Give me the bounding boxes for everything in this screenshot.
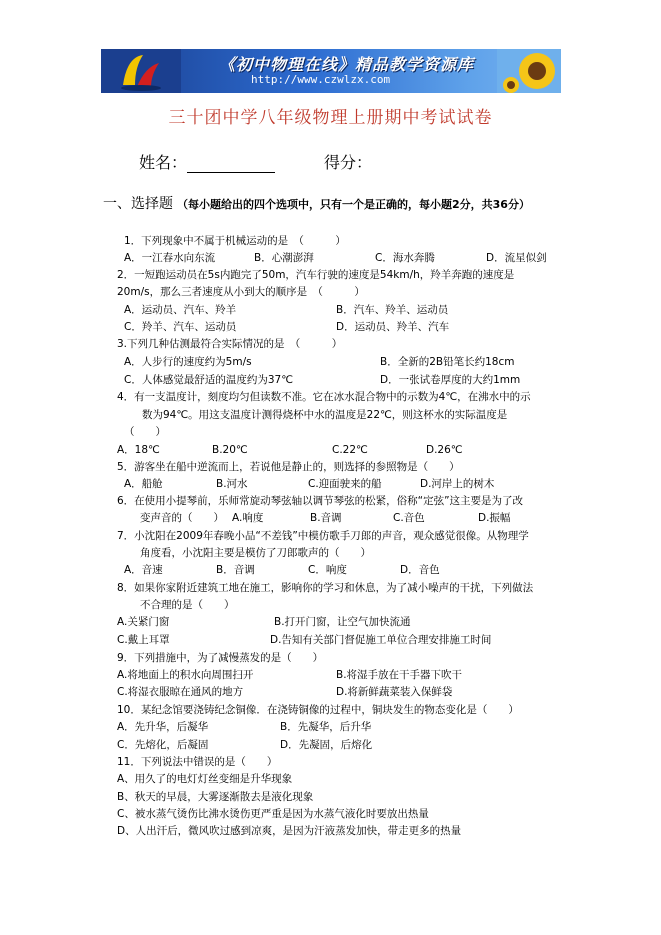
question-stem: 8．如果你家附近建筑工地在施工，影响你的学习和休息，为了减小噪声的干扰，下列做法: [117, 582, 534, 594]
option-d: D．音色: [400, 564, 440, 576]
option-d: D．一张试卷厚度的大约1mm: [380, 374, 521, 386]
option-c: C．羚羊、汽车、运动员: [124, 321, 237, 333]
option-d: D．流星似剑: [486, 252, 547, 264]
option-c: C．人体感觉最舒适的温度约为37℃: [124, 374, 293, 386]
option-b: B、秋天的早晨，大雾逐渐散去是液化现象: [117, 791, 314, 803]
header-banner: [101, 49, 561, 93]
option-d: D.河岸上的树木: [420, 478, 495, 490]
question-stem: 10．某纪念馆要浇铸纪念铜像．在浇铸铜像的过程中，铜块发生的物态变化是（ ）: [117, 704, 519, 716]
question-stem: 9．下列措施中，为了减慢蒸发的是（ ）: [117, 652, 324, 664]
option-a: A.将地面上的积水向周围扫开: [117, 669, 254, 681]
name-label: 姓名：: [139, 153, 188, 172]
banner-title: 《初中物理在线》精品教学资源库: [219, 55, 475, 74]
page-title: 三十团中学八年级物理上册期中考试试卷: [168, 108, 493, 128]
option-c: C、被水蒸气烫伤比沸水烫伤更严重是因为水蒸气液化时要放出热量: [117, 808, 429, 820]
option-a: A．人步行的速度约为5m/s: [124, 356, 252, 368]
logo-icon: [101, 49, 181, 93]
option-c: C．海水奔腾: [375, 252, 435, 264]
question-stem: 变声音的（ ）: [140, 512, 224, 524]
score-label: 得分：: [324, 153, 373, 172]
question-stem: 数为94℃。用这支温度计测得烧杯中水的温度是22℃，则这杯水的实际温度是: [142, 409, 508, 421]
option-a: A．18℃: [117, 444, 160, 456]
option-b: B．先凝华，后升华: [280, 721, 372, 733]
name-blank: [187, 156, 275, 173]
sunflower-icon: [497, 49, 561, 93]
option-b: B．汽车、羚羊、运动员: [336, 304, 449, 316]
option-b: B.打开门窗，让空气加快流通: [274, 616, 411, 628]
section-note: （每小题给出的四个选项中，只有一个是正确的，每小题2分，共36分）: [177, 198, 530, 211]
option-c: C.音色: [393, 512, 425, 524]
option-b: B.河水: [216, 478, 248, 490]
option-c: C．响度: [308, 564, 347, 576]
option-c: C.迎面驶来的船: [308, 478, 382, 490]
option-b: B．心潮澎湃: [254, 252, 314, 264]
option-a: A．运动员、汽车、羚羊: [124, 304, 237, 316]
banner-url: http://www.czwlzx.com: [251, 73, 391, 86]
option-b: B.20℃: [212, 444, 248, 456]
name-field: [139, 150, 275, 173]
question-stem: 4．有一支温度计，刻度均匀但读数不准。它在冰水混合物中的示数为4℃，在沸水中的示: [117, 391, 531, 403]
option-a: A.响度: [232, 512, 264, 524]
option-d: D.告知有关部门督促施工单位合理安排施工时间: [270, 634, 492, 646]
option-b: B.音调: [310, 512, 342, 524]
option-c: C.22℃: [332, 444, 368, 456]
question-stem: 2．一短跑运动员在5s内跑完了50m，汽车行驶的速度是54km/h，羚羊奔跑的速度是: [117, 269, 515, 281]
option-d: D.26℃: [426, 444, 463, 456]
question-stem: 1．下列现象中不属于机械运动的是 （ ）: [124, 235, 346, 247]
question-stem: 6．在使用小提琴前，乐师常旋动琴弦轴以调节琴弦的松紧，俗称“定弦”这主要是为了改: [117, 495, 524, 507]
option-a: A．先升华，后凝华: [117, 721, 209, 733]
question-stem: 11．下列说法中错误的是（ ）: [117, 756, 278, 768]
score-field: [324, 150, 372, 173]
option-d: D．运动员、羚羊、汽车: [336, 321, 450, 333]
option-c: C．先熔化，后凝固: [117, 739, 209, 751]
question-stem: 5．游客坐在船中逆流而上，若说他是静止的，则选择的参照物是（ ）: [117, 461, 460, 473]
option-d: D.将新鲜蔬菜装入保鲜袋: [336, 686, 453, 698]
option-a: A．一江春水向东流: [124, 252, 216, 264]
section-heading: [103, 193, 530, 213]
option-d: D、人出汗后，微风吹过感到凉爽，是因为汗液蒸发加快，带走更多的热量: [117, 825, 462, 837]
option-b: B．全新的2B铅笔长约18cm: [380, 356, 515, 368]
option-d: D.振幅: [478, 512, 511, 524]
option-b: B．音调: [216, 564, 255, 576]
option-b: B.将湿手放在干手器下吹干: [336, 669, 463, 681]
question-stem: （ ）: [124, 426, 166, 438]
question-stem: 20m/s，那么三者速度从小到大的顺序是 （ ）: [117, 286, 365, 298]
question-stem: 3.下列几种估测最符合实际情况的是 （ ）: [117, 338, 343, 350]
question-stem: 不合理的是（ ）: [140, 599, 235, 611]
question-stem: 7．小沈阳在2009年春晚小品“不差钱”中模仿歌手刀郎的声音，观众感觉很像。从物理学: [117, 530, 529, 542]
option-a: A、用久了的电灯灯丝变细是升华现象: [117, 773, 293, 785]
option-c: C.将湿衣服晾在通风的地方: [117, 686, 244, 698]
option-d: D．先凝固，后熔化: [280, 739, 373, 751]
option-a: A.关紧门窗: [117, 616, 170, 628]
option-a: A．音速: [124, 564, 163, 576]
question-stem: 角度看，小沈阳主要是模仿了刀郎歌声的（ ）: [140, 547, 371, 559]
option-c: C.戴上耳罩: [117, 634, 170, 646]
option-a: A．船舱: [124, 478, 163, 490]
section-title: 一、选择题: [103, 196, 173, 212]
